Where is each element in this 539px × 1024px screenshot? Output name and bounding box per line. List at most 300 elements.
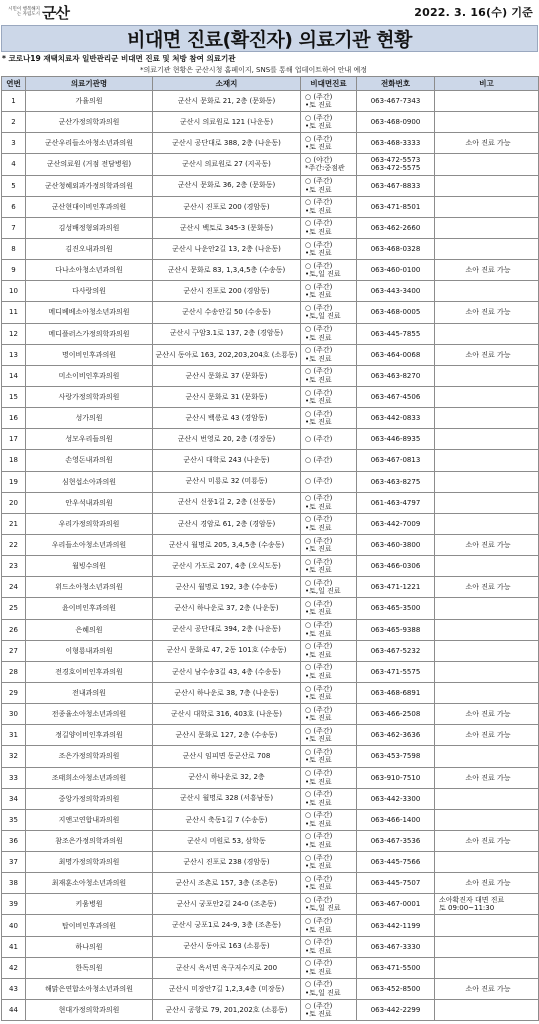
city-logo (6, 2, 69, 22)
remark-line: 소아 진료 가능 (465, 139, 511, 148)
hours-line: ○ (주간) (305, 456, 333, 465)
hours-line: ○ (주간) (305, 409, 333, 418)
hours-line: ○ (주간) (305, 790, 333, 799)
phone-line: 063-463-8275 (370, 477, 421, 486)
hours-line: *주간:중점관 (305, 164, 345, 173)
row-number: 2 (2, 112, 26, 133)
telemedicine-hours (301, 365, 357, 386)
remark (435, 450, 539, 471)
phone-line: 063-468-0900 (370, 118, 421, 127)
table-row (2, 852, 539, 873)
clinic-address: 군산시 동아로 163 (소룡동) (153, 936, 301, 957)
clinic-address: 군산시 경암로 61, 2층 (경암동) (153, 513, 301, 534)
row-number: 17 (2, 429, 26, 450)
hours-line: •토 진료 (305, 671, 332, 680)
row-number: 38 (2, 873, 26, 894)
row-number: 35 (2, 809, 26, 830)
phone-number (357, 91, 435, 112)
telemedicine-hours (301, 767, 357, 788)
table-row (2, 556, 539, 577)
row-number: 25 (2, 598, 26, 619)
hours-line: ○ (주간) (305, 811, 333, 820)
phone-number (357, 281, 435, 302)
col-header-note: 비고 (435, 77, 539, 91)
clinic-name: 전경호이비인후과의원 (26, 661, 153, 682)
phone-line: 063-453-7598 (370, 752, 421, 761)
telemedicine-hours (301, 661, 357, 682)
phone-line: 063-471-5500 (370, 963, 421, 972)
clinic-address: 군산시 문화로 31 (문화동) (153, 386, 301, 407)
clinic-name: 안우석내과의원 (26, 492, 153, 513)
telemedicine-hours (301, 873, 357, 894)
clinic-address: 군산시 월명로 192, 3층 (수송동) (153, 577, 301, 598)
reference-date: 2022. 3. 16(수) 기준 (414, 6, 533, 19)
telemedicine-hours (301, 577, 357, 598)
hours-line: ○ (주간) (305, 325, 333, 334)
phone-number (357, 323, 435, 344)
clinic-address: 군산시 진포로 238 (경암동) (153, 852, 301, 873)
table-row (2, 492, 539, 513)
clinic-address: 군산시 진포로 200 (경암동) (153, 281, 301, 302)
clinic-address: 군산시 공항로 79, 201,202호 (소룡동) (153, 1000, 301, 1021)
phone-number (357, 598, 435, 619)
table-row (2, 112, 539, 133)
phone-line: 063-442-2299 (370, 1006, 421, 1015)
telemedicine-hours (301, 154, 357, 175)
phone-line: 063-472-5575 (370, 164, 421, 173)
clinic-name: 조은가정의학과의원 (26, 746, 153, 767)
hours-line: •토 진료 (305, 862, 332, 871)
row-number: 28 (2, 661, 26, 682)
remark (435, 217, 539, 238)
clinic-address: 군산시 번영로 20, 2층 (경장동) (153, 429, 301, 450)
hours-line: •토,일 진료 (305, 270, 341, 279)
hours-line: •토 진료 (305, 143, 332, 152)
remark (435, 640, 539, 661)
phone-number (357, 873, 435, 894)
phone-number (357, 429, 435, 450)
phone-number (357, 725, 435, 746)
clinic-address: 군산시 동아로 163, 202,203,204호 (소룡동) (153, 344, 301, 365)
clinic-address: 군산시 수송안길 50 (수송동) (153, 302, 301, 323)
phone-number (357, 661, 435, 682)
hours-line: ○ (주간) (305, 92, 333, 101)
clinic-name: 메디플러스가정의학과의원 (26, 323, 153, 344)
clinic-address: 군산시 구암3.1로 137, 2층 (경암동) (153, 323, 301, 344)
clinic-name: 심현섭소아과의원 (26, 471, 153, 492)
phone-number (357, 175, 435, 196)
table-row (2, 196, 539, 217)
remark-line: 소아 진료 가능 (465, 836, 511, 845)
remark (435, 767, 539, 788)
clinic-name: 지앤고연합내과의원 (26, 809, 153, 830)
table-row (2, 323, 539, 344)
remark (435, 492, 539, 513)
row-number: 4 (2, 154, 26, 175)
table-row (2, 513, 539, 534)
clinic-name: 현대가정의학과의원 (26, 1000, 153, 1021)
col-header-no: 연번 (2, 77, 26, 91)
row-number: 5 (2, 175, 26, 196)
table-row (2, 281, 539, 302)
clinic-address: 군산시 조촌로 157, 3층 (조촌동) (153, 873, 301, 894)
hours-line: •토 진료 (305, 925, 332, 934)
table-row (2, 534, 539, 555)
clinic-name: 중앙가정의학과의원 (26, 788, 153, 809)
remark-line: 소아 진료 가능 (465, 731, 511, 740)
table-row (2, 788, 539, 809)
telemedicine-hours (301, 260, 357, 281)
phone-line: 063-463-8270 (370, 371, 421, 380)
phone-line: 063-467-8833 (370, 181, 421, 190)
remark (435, 682, 539, 703)
hours-line: ○ (주간) (305, 832, 333, 841)
telemedicine-hours (301, 429, 357, 450)
phone-line: 063-445-7507 (370, 879, 421, 888)
table-row (2, 598, 539, 619)
remark (435, 978, 539, 999)
hours-line: ○ (주간) (305, 621, 333, 630)
clinic-address: 군산시 남수송3길 43, 4층 (수송동) (153, 661, 301, 682)
row-number: 7 (2, 217, 26, 238)
telemedicine-hours (301, 133, 357, 154)
page-title: 비대면 진료(확진자) 의료기관 현황 (127, 29, 412, 51)
table-row (2, 767, 539, 788)
remark (435, 661, 539, 682)
clinic-name: 군산청혜외과가정의학과의원 (26, 175, 153, 196)
table-row (2, 471, 539, 492)
hours-line: •토 진료 (305, 249, 332, 258)
phone-line: 063-466-2508 (370, 710, 421, 719)
hours-line: ○ (주간) (305, 515, 333, 524)
telemedicine-hours (301, 915, 357, 936)
hours-line: •토 진료 (305, 333, 332, 342)
hours-line: •토 진료 (305, 122, 332, 131)
clinic-address: 군산시 가도로 207, 4층 (오식도동) (153, 556, 301, 577)
telemedicine-hours (301, 809, 357, 830)
remark (435, 894, 539, 915)
hours-line: ○ (주간) (305, 282, 333, 291)
row-number: 42 (2, 957, 26, 978)
remark (435, 704, 539, 725)
hours-line: •토 진료 (305, 819, 332, 828)
phone-number (357, 154, 435, 175)
clinic-address: 군산시 공단대로 394, 2층 (나운동) (153, 619, 301, 640)
table-row (2, 746, 539, 767)
phone-line: 063-468-6891 (370, 689, 421, 697)
clinic-name: 하나의원 (26, 936, 153, 957)
row-number: 44 (2, 1000, 26, 1021)
remark (435, 471, 539, 492)
clinic-name: 윤이비인후과의원 (26, 598, 153, 619)
remark (435, 112, 539, 133)
clinic-address: 군산시 미장안7길 1,2,3,4층 (미장동) (153, 978, 301, 999)
clinic-address: 군산시 신풍1길 2, 2층 (신풍동) (153, 492, 301, 513)
phone-line: 063-462-3636 (370, 731, 421, 740)
clinic-address: 군산시 문화로 47, 2동 101호 (수송동) (153, 640, 301, 661)
table-row (2, 429, 539, 450)
row-number: 36 (2, 830, 26, 851)
row-number: 12 (2, 323, 26, 344)
hours-line: ○ (주간) (305, 684, 333, 693)
phone-number (357, 682, 435, 703)
hours-line: •토 진료 (305, 545, 332, 554)
clinic-address: 군산시 미원로 53, 삼학동 (153, 830, 301, 851)
remark (435, 513, 539, 534)
telemedicine-hours (301, 471, 357, 492)
hours-line: ○ (주간) (305, 536, 333, 545)
remark (435, 852, 539, 873)
hours-line: ○ (주간) (305, 557, 333, 566)
phone-line: 063-446-8935 (370, 435, 421, 444)
telemedicine-hours (301, 936, 357, 957)
clinic-address: 군산시 의료원로 27 (지곡동) (153, 154, 301, 175)
clinic-address: 군산시 문화로 21, 2층 (문화동) (153, 91, 301, 112)
row-number: 41 (2, 936, 26, 957)
clinic-name: 사랑가정의학과의원 (26, 386, 153, 407)
hours-line: •토 진료 (305, 354, 332, 363)
col-header-address: 소재지 (153, 77, 301, 91)
telemedicine-hours (301, 492, 357, 513)
phone-line: 063-468-3333 (370, 139, 421, 148)
remark (435, 830, 539, 851)
telemedicine-hours (301, 894, 357, 915)
hours-line: ○ (주간) (305, 853, 333, 862)
telemedicine-hours (301, 682, 357, 703)
phone-line: 063-910-7510 (370, 773, 421, 782)
phone-line: 063-464-0068 (370, 350, 421, 359)
remark (435, 577, 539, 598)
telemedicine-hours (301, 91, 357, 112)
hours-line: •토 진료 (305, 840, 332, 849)
telemedicine-hours (301, 978, 357, 999)
telemedicine-hours (301, 640, 357, 661)
clinic-address: 군산시 궁포1로 24-9, 3층 (조촌동) (153, 915, 301, 936)
clinic-name: 가율의원 (26, 91, 153, 112)
remark-line: 소아 진료 가능 (465, 583, 511, 592)
phone-line: 063-465-9388 (370, 625, 421, 634)
hours-line: ○ (주간) (305, 917, 333, 926)
remark (435, 915, 539, 936)
clinic-name: 정길양이비인후과의원 (26, 725, 153, 746)
clinic-name: 군산우리들소아청소년과의원 (26, 133, 153, 154)
phone-line: 063-462-2660 (370, 223, 421, 232)
hours-line: •토 진료 (305, 946, 332, 955)
clinic-name: 우리들소아청소년과의원 (26, 534, 153, 555)
remark (435, 154, 539, 175)
hours-line: ○ (주간) (305, 219, 333, 228)
clinic-address: 군산시 의료원로 121 (나운동) (153, 112, 301, 133)
remark-line: 소아 진료 가능 (465, 541, 511, 550)
clinic-name: 다나소아청소년과의원 (26, 260, 153, 281)
remark (435, 556, 539, 577)
clinic-name: 이형룡내과의원 (26, 640, 153, 661)
phone-line: 063-442-0833 (370, 414, 421, 423)
hours-line: •토 진료 (305, 502, 332, 511)
phone-number (357, 238, 435, 259)
col-header-phone: 전화번호 (357, 77, 435, 91)
telemedicine-hours (301, 112, 357, 133)
telemedicine-hours (301, 450, 357, 471)
phone-number (357, 809, 435, 830)
phone-line: 063-471-8501 (370, 202, 421, 211)
row-number: 10 (2, 281, 26, 302)
telemedicine-hours (301, 302, 357, 323)
row-number: 27 (2, 640, 26, 661)
logo-tagline: 시민이 행복해지는 자립도시 (8, 7, 40, 17)
phone-number (357, 852, 435, 873)
row-number: 43 (2, 978, 26, 999)
hours-line: •토 진료 (305, 693, 332, 701)
row-number: 8 (2, 238, 26, 259)
remark-line: 소아확진자 대면 진료 (439, 896, 505, 905)
hours-line: ○ (주간) (305, 874, 333, 883)
clinic-address: 군산시 월명로 328 (서흥남동) (153, 788, 301, 809)
table-row (2, 365, 539, 386)
table-row (2, 217, 539, 238)
telemedicine-hours (301, 619, 357, 640)
clinic-address: 군산시 문화로 83, 1,3,4,5층 (수송동) (153, 260, 301, 281)
row-number: 9 (2, 260, 26, 281)
telemedicine-hours (301, 386, 357, 407)
phone-number (357, 112, 435, 133)
row-number: 23 (2, 556, 26, 577)
remark (435, 408, 539, 429)
table-row (2, 154, 539, 175)
table-row (2, 978, 539, 999)
remark (435, 238, 539, 259)
phone-line: 063-472-5573 (370, 156, 421, 165)
clinic-address: 군산시 대학로 316, 403호 (나운동) (153, 704, 301, 725)
hours-line: •토 진료 (305, 185, 332, 194)
hours-line: ○ (주간) (305, 769, 333, 778)
clinic-name: 군산가정의학과의원 (26, 112, 153, 133)
phone-number (357, 534, 435, 555)
hours-line: ○ (주간) (305, 388, 333, 397)
phone-line: 063-467-0813 (370, 456, 421, 465)
phone-line: 063-445-7566 (370, 858, 421, 867)
hours-line: ○ (주간) (305, 261, 333, 270)
remark (435, 196, 539, 217)
phone-line: 063-471-5575 (370, 667, 421, 676)
phone-line: 063-467-3330 (370, 942, 421, 951)
remark (435, 788, 539, 809)
table-row (2, 577, 539, 598)
hours-line: ○ (주간) (305, 113, 333, 122)
row-number: 20 (2, 492, 26, 513)
clinic-name: 군산의료원 (거점 전담병원) (26, 154, 153, 175)
clinic-name: 위드소아청소년과의원 (26, 577, 153, 598)
phone-line: 063-466-0306 (370, 562, 421, 571)
remark (435, 365, 539, 386)
telemedicine-hours (301, 238, 357, 259)
hours-line: ○ (주간) (305, 494, 333, 503)
clinic-address: 군산시 대학로 243 (나운동) (153, 450, 301, 471)
phone-number (357, 619, 435, 640)
remark-line: 소아 진료 가능 (465, 710, 511, 719)
remark (435, 534, 539, 555)
remark (435, 725, 539, 746)
clinic-address: 군산시 백토로 345-3 (문화동) (153, 217, 301, 238)
table-row (2, 238, 539, 259)
remark (435, 133, 539, 154)
col-header-telemedicine: 비대면진료 (301, 77, 357, 91)
clinic-address: 군산시 하나운로 38, 7층 (나운동) (153, 682, 301, 703)
remark-line: 소아 진료 가능 (465, 350, 511, 359)
phone-number (357, 978, 435, 999)
clinic-name: 해맑은연합소아청소년과의원 (26, 978, 153, 999)
remark-line: 소아 진료 가능 (465, 773, 511, 782)
phone-number (357, 746, 435, 767)
row-number: 21 (2, 513, 26, 534)
table-row (2, 957, 539, 978)
clinic-name: 키움병원 (26, 894, 153, 915)
clinic-address: 군산시 월명로 205, 3,4,5층 (수송동) (153, 534, 301, 555)
note-participation: * 코로나19 재택치료자 일반관리군 비대면 진료 및 처방 참여 의료기관 (2, 54, 236, 63)
clinic-address: 군산시 문화로 37 (문화동) (153, 365, 301, 386)
hours-line: ○ (주간) (305, 435, 333, 444)
remark (435, 302, 539, 323)
phone-line: 063-468-0328 (370, 245, 421, 254)
table-row (2, 936, 539, 957)
hours-line: •토 진료 (305, 397, 332, 406)
table-row (2, 1000, 539, 1021)
remark (435, 809, 539, 830)
hours-line: ○ (주간) (305, 303, 333, 312)
phone-number (357, 450, 435, 471)
row-number: 24 (2, 577, 26, 598)
clinic-name: 김성배정형외과의원 (26, 217, 153, 238)
clinic-address: 군산시 하나운로 32, 2층 (153, 767, 301, 788)
remark (435, 619, 539, 640)
remark (435, 1000, 539, 1021)
telemedicine-hours (301, 556, 357, 577)
phone-number (357, 408, 435, 429)
clinic-name: 은혜의원 (26, 619, 153, 640)
hours-line: •토 진료 (305, 566, 332, 575)
hours-line: •토 진료 (305, 375, 332, 384)
hours-line: •토 진료 (305, 227, 332, 236)
telemedicine-hours (301, 725, 357, 746)
hours-line: •토,일 진료 (305, 904, 341, 913)
clinic-name: 김진오내과의원 (26, 238, 153, 259)
phone-line: 063-442-7009 (370, 519, 421, 528)
telemedicine-hours (301, 323, 357, 344)
hours-line: •토 진료 (305, 608, 332, 617)
col-header-name: 의료기관명 (26, 77, 153, 91)
hours-line: ○ (주간) (305, 177, 333, 186)
clinic-address: 군산시 하나운로 37, 2층 (나운동) (153, 598, 301, 619)
phone-number (357, 513, 435, 534)
phone-line: 063-452-8500 (370, 984, 421, 993)
hours-line: ○ (주간) (305, 895, 333, 904)
table-row (2, 450, 539, 471)
phone-number (357, 217, 435, 238)
telemedicine-hours (301, 175, 357, 196)
phone-line: 063-445-7855 (370, 329, 421, 338)
table-row (2, 344, 539, 365)
phone-number (357, 577, 435, 598)
table-row (2, 809, 539, 830)
phone-line: 061-463-4797 (370, 498, 421, 507)
remark-line-2: 토 09:00~11:30 (439, 904, 495, 913)
hours-line: ○ (주간) (305, 705, 333, 714)
clinic-name: 메디베베소아청소년과의원 (26, 302, 153, 323)
title-bar (1, 25, 538, 52)
hours-line: •토 진료 (305, 883, 332, 892)
clinic-address: 군산시 문화로 127, 2층 (수송동) (153, 725, 301, 746)
clinic-name: 성모우리들의원 (26, 429, 153, 450)
